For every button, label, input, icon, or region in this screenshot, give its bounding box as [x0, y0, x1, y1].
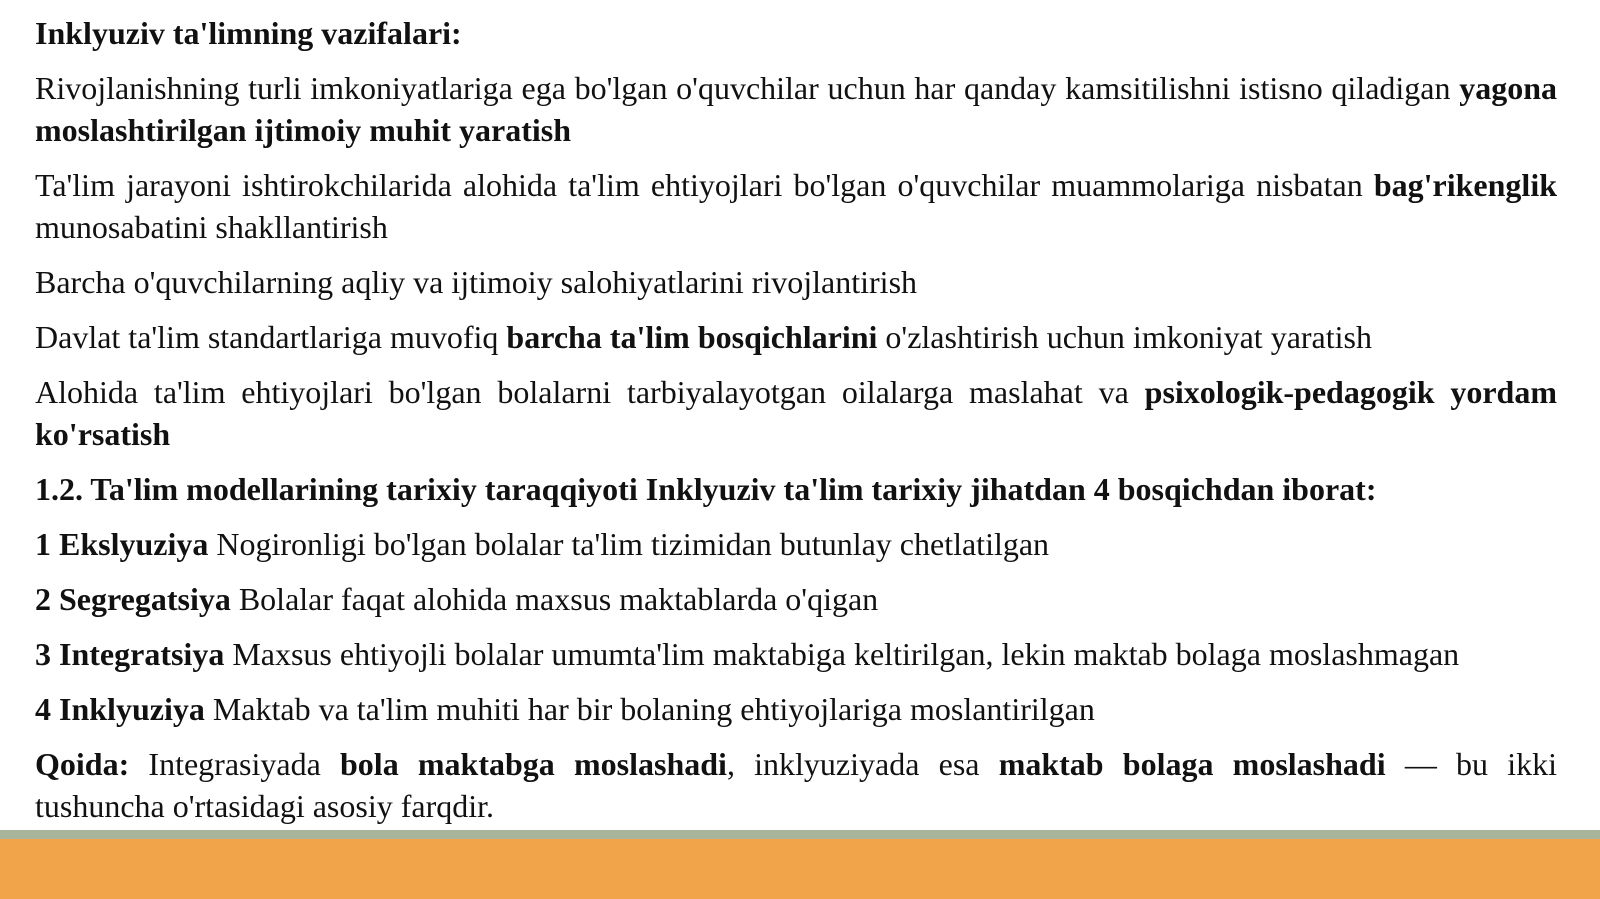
- rule-paragraph: [35, 743, 1557, 827]
- stage-label: 3 Integratsiya: [35, 636, 225, 672]
- footer-band: [0, 839, 1600, 899]
- task-paragraph-5: [35, 371, 1557, 455]
- task-3-text: Barcha o'quvchilarning aqliy va ijtimoiy salohiyatlarini rivojlantirish: [35, 264, 918, 300]
- task-1-text: Rivojlanishning turli imkoniyatlariga ega bo'lgan o'quvchilar uchun har qanday kamsitilishni istisno qiladigan: [35, 70, 1460, 106]
- rule-text-2: , inklyuziyada esa: [726, 746, 999, 782]
- stage-text: Nogironligi bo'lgan bolalar ta'lim tizimidan butunlay chetlatilgan: [208, 526, 1050, 562]
- task-paragraph-4: [35, 316, 1557, 358]
- stage-item: [35, 688, 1557, 730]
- stage-text: Maxsus ehtiyojli bolalar umumta'lim maktabiga keltirilgan, lekin maktab bolaga moslashmagan: [224, 636, 1460, 672]
- stage-item: [35, 578, 1557, 620]
- rule-emphasis-2: maktab bolaga moslashadi: [998, 746, 1386, 782]
- rule-text-1: Integrasiyada: [129, 746, 340, 782]
- stage-item: [35, 633, 1557, 675]
- slide-heading: Inklyuziv ta'limning vazifalari:: [35, 15, 462, 51]
- stage-label: 1 Ekslyuziya: [35, 526, 209, 562]
- stage-label: 2 Segregatsiya: [35, 581, 231, 617]
- footer-divider: [0, 830, 1600, 839]
- task-4-emphasis: barcha ta'lim bosqichlarini: [506, 319, 878, 355]
- task-1-emphasis: yagona moslashtirilgan ijtimoiy muhit yaratish: [35, 70, 1557, 148]
- stage-label: 4 Inklyuziya: [35, 691, 205, 727]
- task-paragraph-2: [35, 164, 1557, 248]
- stage-text: Bolalar faqat alohida maxsus maktablarda o'qigan: [230, 581, 879, 617]
- task-4-tail: o'zlashtirish uchun imkoniyat yaratish: [877, 319, 1372, 355]
- task-5-emphasis: psixologik-pedagogik yordam ko'rsatish: [35, 374, 1558, 452]
- rule-text-3: — bu ikki tushuncha o'rtasidagi asosiy farqdir.: [35, 746, 1558, 824]
- rule-emphasis-1: bola maktabga moslashadi: [340, 746, 727, 782]
- task-2-tail: munosabatini shakllantirish: [35, 209, 388, 245]
- section-heading: 1.2. Ta'lim modellarining tarixiy taraqqiyoti Inklyuziv ta'lim tarixiy jihatdan 4 bosqichdan iborat:: [35, 471, 1377, 507]
- task-paragraph-1: [35, 67, 1557, 151]
- task-2-text: Ta'lim jarayoni ishtirokchilarida alohida ta'lim ehtiyojlari bo'lgan o'quvchilar muammolariga nisbatan: [35, 167, 1374, 203]
- rule-label: Qoida:: [35, 746, 130, 782]
- slide-content: [35, 12, 1557, 840]
- task-4-text: Davlat ta'lim standartlariga muvofiq: [35, 319, 507, 355]
- task-5-text: Alohida ta'lim ehtiyojlari bo'lgan bolalarni tarbiyalayotgan oilalarga maslahat va: [35, 374, 1145, 410]
- stage-text: Maktab va ta'lim muhiti har bir bolaning ehtiyojlariga moslantirilgan: [204, 691, 1095, 727]
- stage-item: [35, 523, 1557, 565]
- task-2-emphasis: bag'rikenglik: [1373, 167, 1557, 203]
- task-paragraph-3: [35, 261, 1557, 303]
